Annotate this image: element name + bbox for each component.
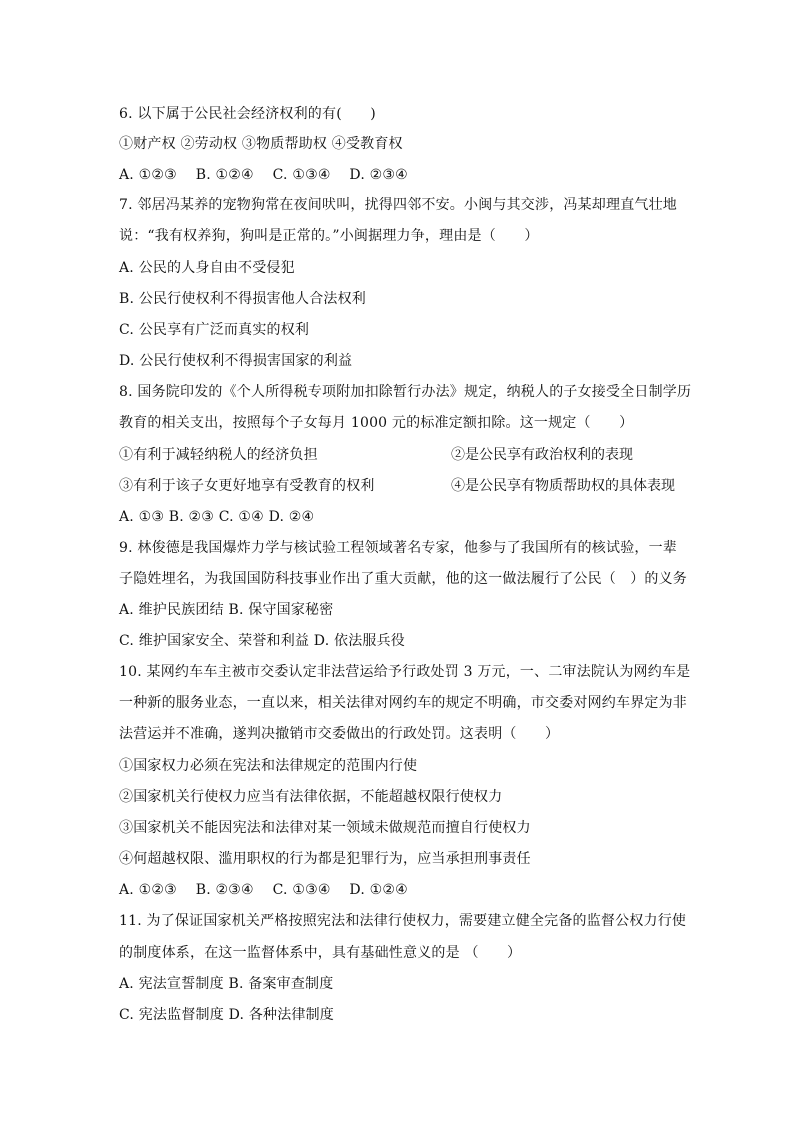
question-7-option-d: D. 公民行使权利不得损害国家的利益 bbox=[119, 353, 353, 369]
question-7-stem-line-2: 说：“我有权养狗，狗叫是正常的。”小闽据理力争，理由是（ ） bbox=[119, 228, 539, 244]
question-8-item-4: ④是公民享有物质帮助权的具体表现 bbox=[451, 478, 675, 494]
question-7-option-c: C. 公民享有广泛而真实的权利 bbox=[119, 322, 310, 338]
question-10-stem-line-3: 法营运并不准确，遂判决撤销市交委做出的行政处罚。这表明（ ） bbox=[119, 726, 560, 742]
question-6-items: ①财产权 ②劳动权 ③物质帮助权 ④受教育权 bbox=[119, 136, 403, 152]
question-10-item-3: ③国家机关不能因宪法和法律对某一领域未做规范而擅自行使权力 bbox=[119, 820, 531, 836]
question-10-options: A. ①②③ B. ②③④ C. ①③④ D. ①②④ bbox=[119, 882, 408, 898]
question-6-stem: 6. 以下属于公民社会经济权利的有( ) bbox=[119, 106, 376, 122]
question-7-stem-line-1: 7. 邻居冯某养的宠物狗常在夜间吠叫，扰得四邻不安。小闽与其交涉，冯某却理直气壮地 bbox=[119, 197, 678, 213]
question-8-stem-line-2: 教育的相关支出，按照每个子女每月 1000 元的标准定额扣除。这一规定（ ） bbox=[119, 415, 634, 431]
question-8-item-1: ①有利于减轻纳税人的经济负担 bbox=[119, 447, 318, 463]
question-11-stem-line-1: 11. 为了保证国家机关严格按照宪法和法律行使权力，需要建立健全完备的监督公权力行使 bbox=[119, 913, 687, 929]
question-9-options-cd: C. 维护国家安全、荣誉和利益 D. 依法服兵役 bbox=[119, 633, 405, 649]
question-10-stem-line-1: 10. 某网约车车主被市交委认定非法营运给予行政处罚 3 万元，一、二审法院认为网约车是 bbox=[119, 664, 691, 680]
question-8-item-2: ②是公民享有政治权利的表现 bbox=[451, 447, 633, 463]
question-6-options: A. ①②③ B. ①②④ C. ①③④ D. ②③④ bbox=[119, 167, 408, 183]
question-9-stem-line-2: 子隐姓埋名，为我国国防科技事业作出了重大贡献，他的这一做法履行了公民（ ）的义务 bbox=[119, 571, 687, 587]
question-9-options-ab: A. 维护民族团结 B. 保守国家秘密 bbox=[119, 602, 334, 618]
question-11-options-ab: A. 宪法宣誓制度 B. 备案审查制度 bbox=[119, 976, 334, 992]
question-8-options: A. ①③ B. ②③ C. ①④ D. ②④ bbox=[119, 509, 315, 525]
question-10-item-4: ④何超越权限、滥用职权的行为都是犯罪行为，应当承担刑事责任 bbox=[119, 851, 531, 867]
question-7-option-b: B. 公民行使权利不得损害他人合法权利 bbox=[119, 291, 366, 307]
question-9-stem-line-1: 9. 林俊德是我国爆炸力学与核试验工程领域著名专家，他参与了我国所有的核试验，一辈 bbox=[119, 540, 678, 556]
question-8-stem-line-1: 8. 国务院印发的《个人所得税专项附加扣除暂行办法》规定，纳税人的子女接受全日制学历 bbox=[119, 384, 692, 400]
question-8-item-3: ③有利于该子女更好地享有受教育的权利 bbox=[119, 478, 375, 494]
question-10-stem-line-2: 一种新的服务业态，一直以来，相关法律对网约车的规定不明确，市交委对网约车界定为非 bbox=[119, 695, 687, 711]
question-11-options-cd: C. 宪法监督制度 D. 各种法律制度 bbox=[119, 1007, 334, 1023]
question-11-stem-line-2: 的制度体系，在这一监督体系中，具有基础性意义的是 （ ） bbox=[119, 945, 522, 961]
question-10-item-2: ②国家机关行使权力应当有法律依据，不能超越权限行使权力 bbox=[119, 789, 503, 805]
question-7-option-a: A. 公民的人身自由不受侵犯 bbox=[119, 260, 295, 276]
question-10-item-1: ①国家权力必须在宪法和法律规定的范围内行使 bbox=[119, 758, 418, 774]
